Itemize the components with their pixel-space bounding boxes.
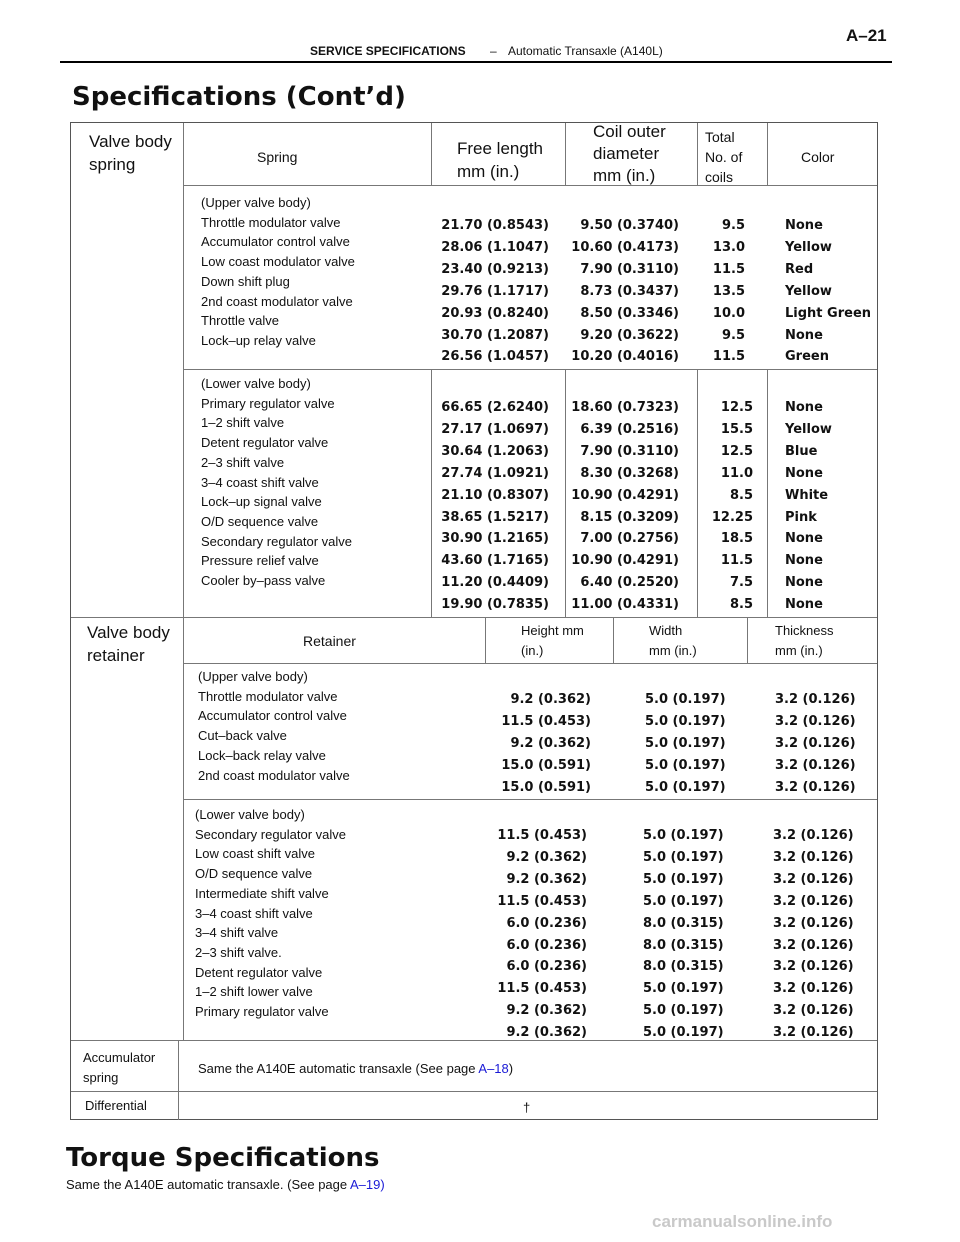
- table-cell: 3.2 (0.126): [773, 981, 854, 997]
- table-cell: 6.0 (0.236): [506, 937, 587, 953]
- spring-upper-free-length: [441, 215, 549, 368]
- retainer-lower-names: [195, 805, 346, 1022]
- table-cell: 10.0: [712, 305, 745, 321]
- table-cell: 12.25: [711, 509, 753, 525]
- header-dash: –: [490, 44, 497, 58]
- section-divider: [71, 1091, 877, 1092]
- spring-upper-coil-diameter: [569, 215, 679, 368]
- accumulator-spring-label: Accumulator spring: [83, 1050, 156, 1085]
- table-cell: 27.74 (1.0921): [441, 465, 549, 481]
- table-cell: 9.5: [721, 327, 745, 343]
- row-divider: [183, 663, 877, 664]
- list-item: Low coast modulator valve: [201, 254, 355, 270]
- list-item: Low coast shift valve: [195, 846, 315, 862]
- list-item: 2nd coast modulator valve: [198, 767, 350, 783]
- table-cell: 8.73 (0.3437): [580, 283, 679, 299]
- table-cell: Light Green: [785, 305, 872, 321]
- table-cell: 5.0 (0.197): [645, 692, 726, 707]
- table-cell: 28.06 (1.1047): [441, 239, 549, 255]
- header-subtitle: Automatic Transaxle (A140L): [508, 44, 663, 58]
- col-header-total-coils: Total No. of coils: [705, 129, 743, 185]
- differential-label: Differential: [85, 1098, 147, 1113]
- table-cell: 9.2 (0.362): [510, 735, 591, 751]
- spring-lower-coil-diameter: [569, 397, 679, 616]
- table-cell: 9.2 (0.362): [506, 871, 587, 887]
- table-cell: 9.50 (0.3740): [580, 218, 679, 233]
- table-cell: 5.0 (0.197): [643, 981, 724, 997]
- list-item: (Upper valve body): [198, 669, 308, 684]
- table-cell: 13.5: [712, 283, 745, 299]
- table-cell: None: [785, 553, 823, 569]
- list-item: O/D sequence valve: [201, 513, 319, 529]
- col-divider: [178, 1040, 179, 1120]
- table-cell: Yellow: [785, 239, 832, 255]
- torque-note: Same the A140E automatic transaxle. (See page A–19): [66, 1177, 385, 1192]
- table-cell: 15.5: [720, 421, 753, 437]
- table-cell: 15.0 (0.591): [501, 757, 591, 773]
- spec-table: [70, 122, 878, 1120]
- list-item: 3–4 coast shift valve: [201, 474, 319, 490]
- list-item: 2nd coast modulator valve: [201, 293, 353, 309]
- list-item: Lock–up relay valve: [201, 332, 316, 348]
- col-divider: [485, 617, 486, 663]
- table-cell: None: [785, 327, 823, 343]
- col-divider: [613, 617, 614, 663]
- table-cell: None: [785, 218, 823, 233]
- table-cell: Red: [785, 261, 814, 277]
- table-cell: Yellow: [785, 283, 832, 299]
- retainer-lower-thickness: [773, 825, 854, 1044]
- list-item: 3–4 coast shift valve: [195, 905, 313, 921]
- retainer-upper-width: [645, 689, 726, 799]
- spring-lower-coils: [701, 397, 753, 616]
- spring-lower-free-length: [441, 397, 549, 616]
- table-cell: None: [785, 465, 823, 481]
- table-cell: 9.5: [721, 218, 745, 233]
- table-cell: 21.70 (0.8543): [441, 218, 549, 233]
- col-header-free-length: Free length mm (in.): [457, 139, 543, 181]
- table-cell: 9.2 (0.362): [506, 1025, 587, 1041]
- col-divider: [565, 369, 566, 617]
- table-cell: 15.0 (0.591): [501, 779, 591, 795]
- table-cell: 8.0 (0.315): [643, 937, 724, 953]
- table-cell: 29.76 (1.1717): [441, 283, 549, 299]
- table-cell: 5.0 (0.197): [645, 757, 726, 773]
- table-cell: 8.0 (0.315): [643, 959, 724, 975]
- col-divider: [431, 123, 432, 185]
- category-valve-body-spring: Valve body spring: [89, 132, 172, 174]
- table-cell: 30.70 (1.2087): [441, 327, 549, 343]
- list-item: Primary regulator valve: [201, 395, 335, 411]
- list-item: Throttle modulator valve: [198, 688, 338, 704]
- row-divider: [183, 799, 877, 800]
- table-cell: 7.5: [729, 575, 753, 591]
- list-item: Intermediate shift valve: [195, 885, 329, 901]
- list-item: Secondary regulator valve: [195, 826, 347, 842]
- table-cell: Pink: [785, 509, 817, 525]
- list-item: Throttle modulator valve: [201, 214, 341, 230]
- table-cell: 11.20 (0.4409): [441, 575, 549, 591]
- list-item: (Upper valve body): [201, 195, 311, 210]
- col-divider: [747, 617, 748, 663]
- list-item: Secondary regulator valve: [201, 533, 353, 549]
- page-title: Specifications (Cont’d): [72, 82, 406, 112]
- table-cell: 5.0 (0.197): [643, 1025, 724, 1041]
- col-divider: [697, 123, 698, 185]
- table-cell: 5.0 (0.197): [643, 828, 724, 843]
- table-cell: 23.40 (0.9213): [441, 261, 549, 277]
- spring-upper-names: [201, 193, 355, 351]
- table-cell: 3.2 (0.126): [773, 959, 854, 975]
- table-cell: 6.39 (0.2516): [580, 421, 679, 437]
- table-cell: 7.90 (0.3110): [580, 443, 679, 459]
- table-cell: 13.0: [712, 239, 745, 255]
- list-item: 2–3 shift valve.: [195, 944, 282, 960]
- table-cell: 11.5: [712, 261, 745, 277]
- list-item: (Lower valve body): [195, 807, 305, 822]
- col-header-thickness: Thickness mm (in.): [775, 623, 834, 658]
- spring-lower-names: [201, 374, 352, 591]
- row-divider: [183, 369, 877, 370]
- retainer-lower-height: [471, 825, 587, 1044]
- col-header-color: Color: [801, 149, 835, 165]
- table-cell: 3.2 (0.126): [773, 828, 854, 843]
- table-cell: None: [785, 400, 823, 415]
- retainer-upper-names: [198, 667, 350, 785]
- table-cell: None: [785, 575, 823, 591]
- table-cell: 26.56 (1.0457): [441, 349, 549, 365]
- torque-specifications-heading: Torque Specifications: [66, 1143, 380, 1173]
- list-item: Accumulator control valve: [201, 234, 350, 250]
- table-cell: 5.0 (0.197): [645, 713, 726, 729]
- retainer-upper-height: [475, 689, 591, 799]
- table-cell: 3.2 (0.126): [775, 779, 856, 795]
- table-cell: 20.93 (0.8240): [441, 305, 549, 321]
- table-cell: 11.5 (0.453): [497, 981, 587, 997]
- col-divider: [183, 617, 184, 1040]
- dagger-mark: †: [523, 1100, 531, 1115]
- table-cell: None: [785, 531, 823, 547]
- table-cell: Yellow: [785, 421, 832, 437]
- list-item: O/D sequence valve: [195, 866, 313, 882]
- list-item: Cut–back valve: [198, 728, 287, 744]
- table-cell: Blue: [785, 443, 818, 459]
- table-cell: 10.90 (0.4291): [571, 487, 679, 503]
- list-item: Cooler by–pass valve: [201, 573, 326, 589]
- col-header-coil-diameter: Coil outer diameter mm (in.): [593, 122, 666, 185]
- spring-upper-coils: [701, 215, 745, 368]
- row-divider: [183, 185, 877, 186]
- table-cell: 30.64 (1.2063): [441, 443, 549, 459]
- list-item: Accumulator control valve: [198, 708, 347, 724]
- table-cell: 11.5: [712, 349, 745, 365]
- table-cell: 11.5 (0.453): [501, 713, 591, 729]
- table-cell: 3.2 (0.126): [775, 713, 856, 729]
- section-divider: [71, 617, 877, 618]
- table-cell: 19.90 (0.7835): [441, 597, 549, 613]
- page-number: A–21: [846, 26, 887, 45]
- table-cell: 12.5: [720, 443, 753, 459]
- category-valve-body-retainer: Valve body retainer: [87, 623, 170, 665]
- table-cell: 3.2 (0.126): [775, 692, 856, 707]
- table-cell: 11.00 (0.4331): [571, 597, 679, 613]
- table-cell: 18.60 (0.7323): [571, 400, 679, 415]
- list-item: 3–4 shift valve: [195, 925, 279, 941]
- table-cell: 3.2 (0.126): [773, 1025, 854, 1041]
- table-cell: 3.2 (0.126): [773, 871, 854, 887]
- list-item: 1–2 shift valve: [201, 415, 285, 431]
- table-cell: 5.0 (0.197): [643, 1003, 724, 1019]
- table-cell: 66.65 (2.6240): [441, 400, 549, 415]
- table-cell: 10.90 (0.4291): [571, 553, 679, 569]
- list-item: Detent regulator valve: [201, 435, 329, 451]
- table-cell: 9.2 (0.362): [506, 849, 587, 865]
- table-cell: None: [785, 597, 823, 613]
- table-cell: White: [785, 487, 829, 503]
- list-item: 1–2 shift lower valve: [195, 984, 313, 1000]
- table-cell: 5.0 (0.197): [643, 849, 724, 865]
- retainer-lower-width: [643, 825, 724, 1044]
- list-item: Throttle valve: [201, 313, 280, 329]
- header-section-title: SERVICE SPECIFICATIONS: [310, 44, 466, 58]
- col-divider: [431, 369, 432, 617]
- col-divider: [697, 369, 698, 617]
- table-cell: 38.65 (1.5217): [441, 509, 549, 525]
- table-cell: Green: [785, 349, 829, 365]
- col-header-retainer: Retainer: [303, 633, 356, 649]
- table-cell: 7.00 (0.2756): [580, 531, 679, 547]
- table-cell: 8.50 (0.3346): [580, 305, 679, 321]
- table-cell: 6.0 (0.236): [506, 915, 587, 931]
- table-cell: 8.15 (0.3209): [580, 509, 679, 525]
- table-cell: 5.0 (0.197): [643, 871, 724, 887]
- table-cell: 3.2 (0.126): [773, 915, 854, 931]
- table-cell: 11.5: [720, 553, 753, 569]
- table-cell: 10.60 (0.4173): [571, 239, 679, 255]
- list-item: Primary regulator valve: [195, 1004, 329, 1020]
- table-cell: 8.5: [729, 487, 753, 503]
- list-item: (Lower valve body): [201, 376, 311, 391]
- list-item: Pressure relief valve: [201, 553, 319, 569]
- table-cell: 3.2 (0.126): [773, 937, 854, 953]
- col-divider: [565, 123, 566, 185]
- table-cell: 9.20 (0.3622): [580, 327, 679, 343]
- list-item: Down shift plug: [201, 273, 290, 289]
- table-cell: 3.2 (0.126): [773, 893, 854, 909]
- list-item: Detent regulator valve: [195, 964, 323, 980]
- accumulator-spring-value: Same the A140E automatic transaxle (See page A–18): [198, 1061, 514, 1076]
- table-cell: 7.90 (0.3110): [580, 261, 679, 277]
- table-cell: 27.17 (1.0697): [441, 421, 549, 437]
- table-cell: 21.10 (0.8307): [441, 487, 549, 503]
- page-link-a18[interactable]: A–18: [478, 1061, 509, 1076]
- col-divider: [767, 123, 768, 185]
- col-divider: [767, 369, 768, 617]
- table-cell: 18.5: [720, 531, 753, 547]
- col-divider: [183, 123, 184, 617]
- col-header-height: Height mm (in.): [521, 623, 584, 658]
- table-cell: 11.5 (0.453): [497, 893, 587, 909]
- table-cell: 10.20 (0.4016): [571, 349, 679, 365]
- col-header-spring: Spring: [257, 149, 298, 165]
- table-cell: 5.0 (0.197): [643, 893, 724, 909]
- col-header-width: Width mm (in.): [649, 623, 697, 658]
- page-link-a19[interactable]: A–19): [350, 1177, 385, 1192]
- table-cell: 8.0 (0.315): [643, 915, 724, 931]
- list-item: Lock–up signal valve: [201, 494, 322, 510]
- table-cell: 11.0: [720, 465, 753, 481]
- table-cell: 11.5 (0.453): [497, 828, 587, 843]
- table-cell: 5.0 (0.197): [645, 735, 726, 751]
- table-cell: 9.2 (0.362): [506, 1003, 587, 1019]
- table-cell: 5.0 (0.197): [645, 779, 726, 795]
- table-cell: 3.2 (0.126): [773, 1003, 854, 1019]
- retainer-upper-thickness: [775, 689, 856, 799]
- table-cell: 3.2 (0.126): [775, 757, 856, 773]
- table-cell: 6.0 (0.236): [506, 959, 587, 975]
- spring-lower-color: [785, 397, 832, 616]
- table-cell: 8.30 (0.3268): [580, 465, 679, 481]
- table-cell: 3.2 (0.126): [773, 849, 854, 865]
- list-item: Lock–back relay valve: [198, 747, 326, 763]
- spring-upper-color: [785, 215, 871, 368]
- table-cell: 43.60 (1.7165): [441, 553, 549, 569]
- table-cell: 6.40 (0.2520): [580, 575, 679, 591]
- table-cell: 3.2 (0.126): [775, 735, 856, 751]
- list-item: 2–3 shift valve: [201, 454, 285, 470]
- header-rule: [60, 61, 892, 63]
- table-cell: 8.5: [729, 597, 753, 613]
- watermark: carmanualsonline.info: [652, 1212, 833, 1231]
- table-cell: 30.90 (1.2165): [441, 531, 549, 547]
- table-cell: 9.2 (0.362): [510, 692, 591, 707]
- table-cell: 12.5: [720, 400, 753, 415]
